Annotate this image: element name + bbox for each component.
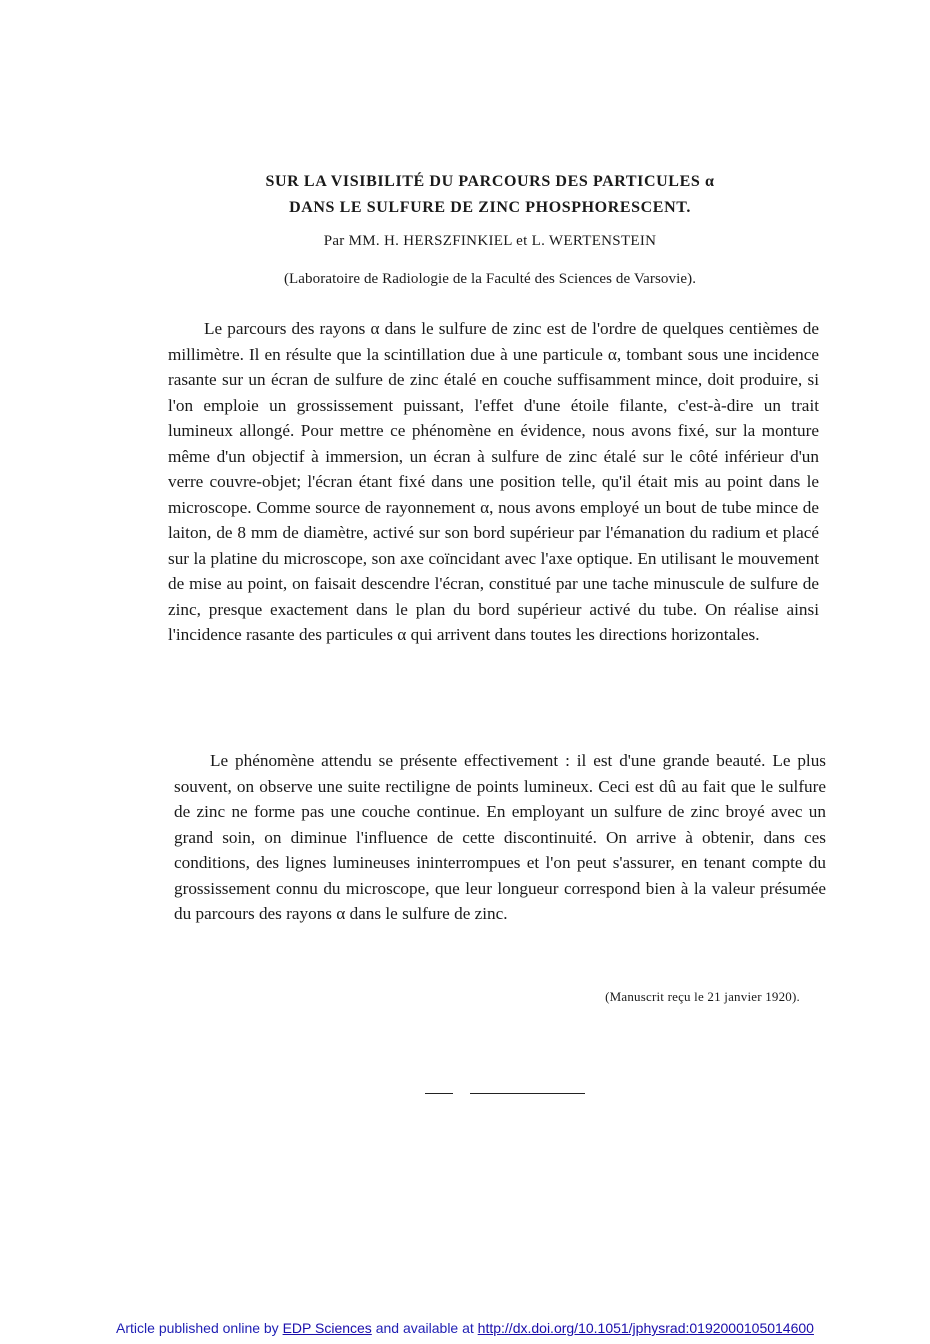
body-paragraph-2-text: Le phénomène attendu se présente effectivement : il est d'une grande beauté. Le plus souvent, on observe une suite rectiligne de points lumineux. Ceci est dû au fait que le sulfure de zinc ne forme pas une couche continue. En employant un sulfure de zinc broyé avec un grand soin, on diminue l'influence de cette discontinuité. On arrive à obtenir, dans ces conditions, des lignes lumineuses ininterrompues et l'on peut s'assurer, en tenant compte du grossissement connu du microscope, que leur longueur correspond bien à la valeur présumée du parcours des rayons α dans le sulfure de zinc.	[174, 751, 826, 923]
article-title-line-2: DANS LE SULFURE DE ZINC PHOSPHORESCENT.	[289, 199, 691, 216]
publication-footer	[0, 1320, 930, 1336]
article-affiliation: (Laboratoire de Radiologie de la Faculté des Sciences de Varsovie).	[283, 271, 697, 287]
doi-link[interactable]: http://dx.doi.org/10.1051/jphysrad:0192000105014600	[477, 1320, 814, 1336]
manuscript-received-note: (Manuscrit reçu le 21 janvier 1920).	[605, 989, 800, 1004]
body-paragraph-2	[174, 748, 826, 927]
end-rule-short	[425, 1093, 453, 1094]
body-paragraph-1-text: Le parcours des rayons α dans le sulfure de zinc est de l'ordre de quelques centièmes de millimètre. Il en résulte que la scintillation due à une particule α, tombant sous une incidence rasante sur un écran de sulfure de zinc étalé en couche suffisamment mince, doit produire, si l'on emploie un grossissement puissant, l'effet d'une étoile filante, c'est-à-dire un trait lumineux allongé. Pour mettre ce phénomène en évidence, nous avons fixé, sur la monture même d'un objectif à immersion, un écran à sulfure de zinc étalé sur le côté inférieur d'un verre couvre-objet; l'écran étant fixé dans une position telle, qu'il était mis au point dans le microscope. Comme source de rayonnement α, nous avons employé un bout de tube mince de laiton, de 8 mm de diamètre, activé sur son bord supérieur par l'émanation du radium et placé sur la platine du microscope, son axe coïncidant avec l'axe optique. En utilisant le mouvement de mise au point, on faisait descendre l'écran, constitué par une tache minuscule de sulfure de zinc, presque exactement dans le plan du bord supérieur activé du tube. On réalise ainsi l'incidence rasante des particules α qui arrivent dans toutes les directions horizontales.	[168, 319, 819, 644]
footer-middle: and available at	[371, 1320, 478, 1336]
end-rule-long	[470, 1093, 585, 1094]
publisher-link[interactable]: EDP Sciences	[282, 1320, 372, 1336]
article-authors: Par MM. H. HERSZFINKIEL et L. WERTENSTEIN	[323, 233, 657, 249]
footer-prefix: Article published online by	[116, 1320, 283, 1336]
article-title-line-1: SUR LA VISIBILITÉ DU PARCOURS DES PARTICULES α	[265, 173, 715, 190]
body-paragraph-1	[168, 316, 819, 648]
